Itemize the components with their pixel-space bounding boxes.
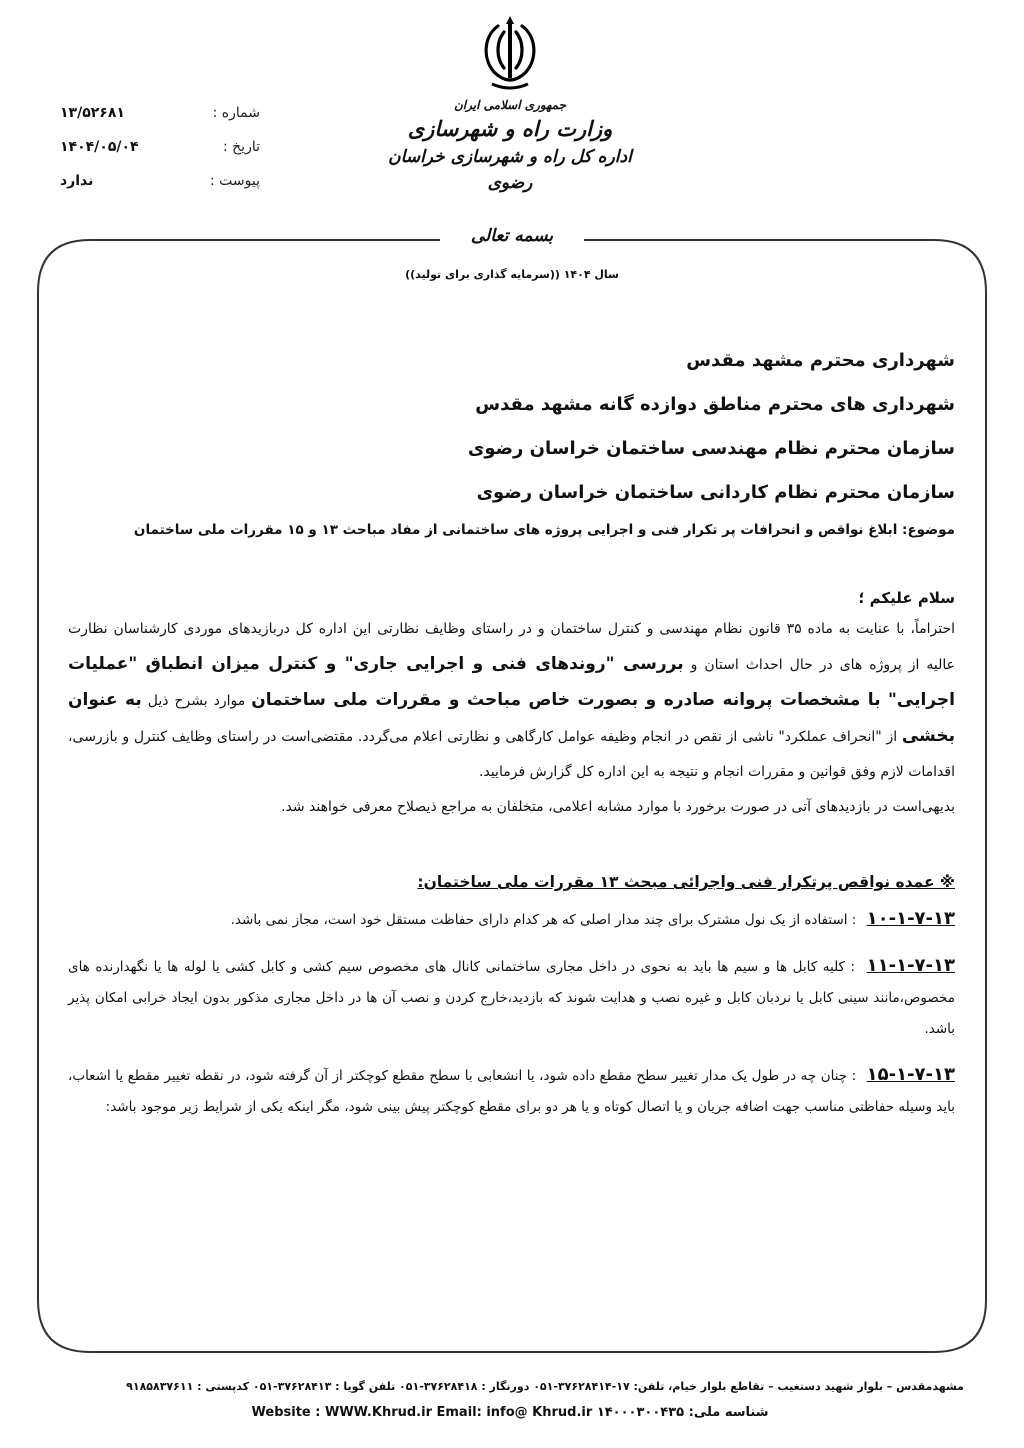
date-label: تاریخ : bbox=[222, 139, 260, 155]
recipient-2: شهرداری های محترم مناطق دوازده گانه مشهد مقدس bbox=[475, 394, 955, 415]
section-title: ※ عمده نواقص پرتکرار فنی واجرائی مبحث ۱۳ مقررات ملی ساختمان: bbox=[417, 873, 955, 891]
clause-1-number: ۱۰-۱-۷-۱۳ bbox=[866, 908, 955, 929]
clause-2-text: : کلیه کابل ها و سیم ها باید به نحوی در داخل مجاری ساختمانی کانال های مخصوص سیم کشی و کابل کشی یا لوله ها یا نگهدارنده های مخصوص،مانند سینی کابل یا نردبان کابل و غیره نصب و هدایت شوند که بازدید،خارج کردن و نصب آن ها در داخل مجاری مذکور بدون ایجاد خرابی امکان پذیر باشد. bbox=[68, 959, 955, 1037]
recipient-1: شهرداری محترم مشهد مقدس bbox=[686, 350, 955, 371]
clause-3-text: : چنان چه در طول یک مدار تغییر سطح مقطع داده شود، یا انشعابی با سطح مقطع کوچکتر از آن گرفته شود، در نقطه تغییر مقطع یا اشعاب، باید وسیله حفاظتی مناسب جهت اضافه جریان و یا اتصال کوتاه و یا هر دو برای مقطع کوچکتر پیش بینی شود، مگر اینکه یکی از شرایط زیر موجود باشد: bbox=[68, 1068, 955, 1115]
org-department: اداره کل راه و شهرسازی خراسان رضوی bbox=[388, 147, 632, 193]
org-ministry: وزارت راه و شهرسازی bbox=[407, 116, 613, 141]
number-value: ۱۳/۵۲۶۸۱ bbox=[60, 105, 125, 121]
meta-attachment-row bbox=[60, 164, 260, 198]
recipient-3: سازمان محترم نظام مهندسی ساختمان خراسان رضوی bbox=[467, 438, 955, 459]
p1-part-a: احتراماً، با عنایت به ماده ۳۵ قانون نظام مهندسی و کنترل ساختمان و در راستای وظایف نظارتی این اداره کل دربازیدهای موردی کارشناسان نظارت عالیه از پروژه های در حال احداث استان و bbox=[68, 621, 956, 673]
iran-emblem-icon bbox=[478, 14, 542, 92]
clause-3-number: ۱۵-۱-۷-۱۳ bbox=[866, 1064, 955, 1085]
p1-part-c: موارد بشرح ذیل bbox=[141, 693, 252, 709]
footer-address: مشهدمقدس – بلوار شهید دستغیب – تقاطع بلوار خیام، تلفن: ۱۷-۳۷۶۲۸۴۱۴-۰۵۱ دورنگار : ۳۷۶۲۸۴۱۸-۰۵۱ تلفن گویا : ۳۷۶۲۸۴۱۳-۰۵۱ کدپستی : ۹۱۸۵۸۳۷۶۱۱ bbox=[126, 1380, 964, 1393]
subject-line: موضوع: ابلاغ نواقص و انحرافات پر تکرار فنی و اجرایی پروژه های ساختمانی از مفاد مباحث ۱۳ و ۱۵ مقررات ملی ساختمان bbox=[133, 522, 955, 538]
letter-body bbox=[68, 350, 955, 1123]
clause-3 bbox=[68, 1059, 955, 1123]
year-slogan: سال ۱۴۰۴ ((سرمایه گذاری برای تولید)) bbox=[405, 268, 619, 281]
p1-part-b: بررسی "روندهای فنی و اجرایی جاری" و کنترل میزان انطباق "عملیات اجرایی" با مشخصات پروانه صادره و بصورت خاص مباحث و مقررات ملی ساختمان bbox=[68, 654, 955, 710]
clause-2-number: ۱۱-۱-۷-۱۳ bbox=[866, 955, 955, 976]
attachment-value: ندارد bbox=[60, 173, 94, 189]
footer-national-id: شناسه ملی: ۱۴۰۰۰۳۰۰۴۳۵ bbox=[596, 1405, 769, 1420]
footer-web-email: Website : WWW.Khrud.ir Email: info@ Khrud.ir bbox=[251, 1405, 593, 1420]
meta-number-row bbox=[60, 96, 260, 130]
organization-title bbox=[380, 96, 640, 196]
basmala: بسمه تعالی bbox=[462, 226, 562, 246]
body-paragraph-2: بدیهی‌است در بازدیدهای آتی در صورت برخورد با موارد مشابه اعلامی، متخلفان به مراجع ذیصلاح معرفی خواهند شد. bbox=[281, 799, 955, 815]
attachment-label: پیوست : bbox=[210, 173, 260, 189]
clause-2 bbox=[68, 950, 955, 1045]
meta-date-row bbox=[60, 130, 260, 164]
recipient-4: سازمان محترم نظام کاردانی ساختمان خراسان رضوی bbox=[476, 482, 955, 503]
letter-meta bbox=[60, 96, 260, 198]
date-value: ۱۴۰۴/۰۵/۰۴ bbox=[60, 139, 139, 155]
clause-1-text: : استفاده از یک نول مشترک برای چند مدار اصلی که هر کدام دارای حفاظت مستقل خود است، مجاز نمی باشد. bbox=[230, 912, 861, 928]
number-label: شماره : bbox=[212, 105, 260, 121]
footer-contact bbox=[250, 1405, 770, 1420]
org-country: جمهوری اسلامی ایران bbox=[453, 98, 567, 112]
p1-part-e: از "انحراف عملکرد" ناشی از نقص در انجام وظیفه عوامل کارگاهی و نظارتی اعلام می‌گردد. مقتضی‌است در راستای وظایف کنترل و بازرسی، اقدامات لازم وفق قوانین و مقررات انجام و نتیجه به این اداره کل گزارش فرمایید. bbox=[68, 729, 955, 780]
greeting: سلام علیکم ؛ bbox=[858, 589, 955, 607]
clause-1 bbox=[68, 903, 955, 936]
body-paragraph-1 bbox=[68, 612, 955, 790]
p1-part-d: به عنوان بخشی bbox=[68, 690, 955, 746]
